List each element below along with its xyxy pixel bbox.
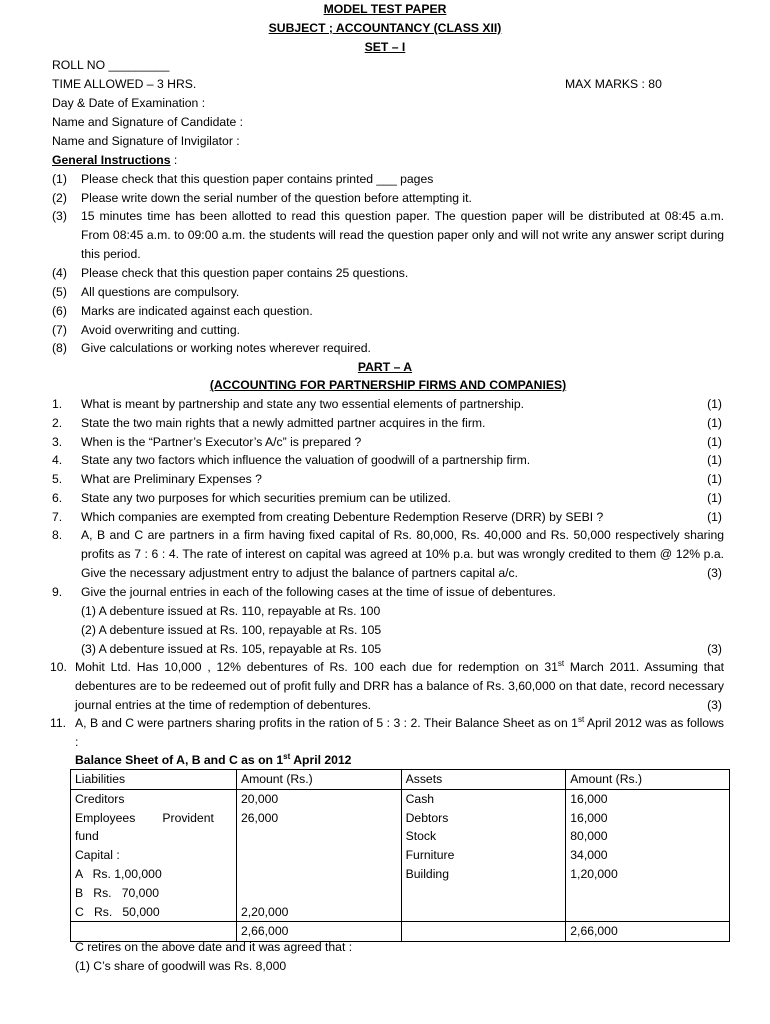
question-item — [52, 470, 724, 489]
question-text: State the two main rights that a newly admitted partner acquires in the firm. — [81, 416, 486, 430]
instruction-number: (3) — [52, 209, 67, 223]
question-text: Give the journal entries in each of the following cases at the time of issue of debentures. — [81, 585, 556, 599]
question-subpart: (2) A debenture issued at Rs. 100, repayable at Rs. 105 — [81, 623, 382, 637]
cell: Capital : — [71, 846, 237, 865]
question-text: What is meant by partnership and state any two essential elements of partnership. — [81, 397, 525, 411]
cell: 80,000 — [566, 827, 730, 846]
question-marks: (3) — [707, 566, 722, 580]
retirement-note: C retires on the above date and it was agreed that : — [75, 940, 353, 954]
caption-text: April 2012 — [290, 753, 352, 767]
cell — [236, 865, 401, 884]
question-number: 3. — [52, 435, 63, 449]
header-cell: Assets — [401, 770, 566, 790]
instruction-text: 15 minutes time has been allotted to read this question paper. The question paper will be distributed at 08:45 a.m. From 08:45 a.m. to 09:00 a.m. the students will read the question paper only and will not write any answer script during this period. — [81, 209, 724, 261]
instruction-text: All questions are compulsory. — [81, 285, 240, 299]
question-text: Which companies are exempted from creating Debenture Redemption Reserve (DRR) by SEBI ? — [81, 510, 604, 524]
cell — [236, 884, 401, 903]
question-marks: (1) — [707, 510, 722, 524]
question-text: What are Preliminary Expenses ? — [81, 472, 262, 486]
instruction-text: Please check that this question paper contains 25 questions. — [81, 266, 409, 280]
header-cell: Amount (Rs.) — [236, 770, 401, 790]
balance-sheet-caption — [75, 751, 351, 770]
instructions-heading-text: General Instructions — [52, 153, 171, 167]
candidate-signature: Name and Signature of Candidate : — [52, 115, 244, 129]
set-heading: SET – I — [364, 40, 406, 54]
cell — [401, 884, 566, 903]
cell — [401, 903, 566, 922]
instruction-text: Avoid overwriting and cutting. — [81, 323, 240, 337]
instruction-item — [52, 302, 724, 321]
cell — [236, 827, 401, 846]
instruction-item — [52, 189, 724, 208]
cell: Furniture — [401, 846, 566, 865]
question-number: 5. — [52, 472, 63, 486]
instruction-text: Please check that this question paper contains printed ___ pages — [81, 172, 434, 186]
instruction-item — [52, 170, 724, 189]
question-item — [52, 433, 724, 452]
cell: 34,000 — [566, 846, 730, 865]
question-item — [52, 526, 724, 583]
question-text: A, B and C are partners in a firm having fixed capital of Rs. 80,000, Rs. 40,000 and Rs. 50,000 respectively sharing profits as 7 : 6 : 4. The rate of interest on capital was agreed at 10% p.a. but was wrongly credited to them @ 12% p.a. Give the necessary adjustment entry to adjust the balance of partners capital a/c. — [81, 528, 724, 580]
question-marks: (1) — [707, 397, 722, 411]
instruction-item — [52, 283, 724, 302]
table-row — [71, 827, 730, 846]
question-marks: (3) — [707, 698, 722, 712]
cell — [566, 884, 730, 903]
question-item — [52, 583, 724, 659]
question-text — [75, 658, 724, 714]
instruction-item — [52, 321, 724, 340]
question-number: 1. — [52, 397, 63, 411]
question-text: When is the “Partner’s Executor’s A/c” is prepared ? — [81, 435, 362, 449]
paper-title: MODEL TEST PAPER — [323, 2, 447, 16]
cell: Cash — [401, 789, 566, 808]
question-item — [52, 714, 724, 752]
question-marks: (1) — [707, 491, 722, 505]
table-row — [71, 846, 730, 865]
part-title: PART – A — [357, 360, 413, 374]
question-number: 2. — [52, 416, 63, 430]
ordinal-suffix: st — [557, 658, 565, 668]
instruction-text: Please write down the serial number of the question before attempting it. — [81, 191, 472, 205]
instruction-number: (1) — [52, 172, 67, 186]
instructions-heading-colon: : — [170, 153, 178, 167]
question-item — [52, 395, 724, 414]
instruction-number: (7) — [52, 323, 67, 337]
instruction-number: (6) — [52, 304, 67, 318]
cell: Building — [401, 865, 566, 884]
time-allowed: TIME ALLOWED – 3 HRS. — [52, 77, 197, 91]
instruction-item — [52, 264, 724, 283]
question-subpart: (1) A debenture issued at Rs. 110, repayable at Rs. 100 — [81, 604, 381, 618]
instruction-item — [52, 339, 724, 358]
exam-date: Day & Date of Examination : — [52, 96, 206, 110]
table-header-row — [71, 770, 730, 790]
cell: 16,000 — [566, 789, 730, 808]
question-marks: (3) — [707, 642, 722, 656]
question-number: 10. — [50, 660, 67, 674]
cell: Stock — [401, 827, 566, 846]
question-text-part: April 2012 was as follows : — [75, 716, 724, 749]
total-assets: 2,66,000 — [566, 922, 730, 942]
instruction-item — [52, 207, 724, 264]
part-subtitle: (ACCOUNTING FOR PARTNERSHIP FIRMS AND COMPANIES) — [209, 378, 567, 392]
cell: Debtors — [401, 809, 566, 828]
instruction-number: (2) — [52, 191, 67, 205]
instructions-heading — [52, 151, 177, 170]
question-subpart: (3) A debenture issued at Rs. 105, repayable at Rs. 105 — [81, 642, 382, 656]
cell: Creditors — [71, 789, 237, 808]
cell: 20,000 — [236, 789, 401, 808]
question-number: 6. — [52, 491, 63, 505]
question-marks: (1) — [707, 453, 722, 467]
question-item — [52, 489, 724, 508]
table-row — [71, 865, 730, 884]
cell — [401, 922, 566, 942]
cell: C Rs. 50,000 — [71, 903, 237, 922]
max-marks: MAX MARKS : 80 — [565, 77, 662, 91]
header-cell: Liabilities — [71, 770, 237, 790]
question-number: 11. — [50, 716, 67, 730]
table-row — [71, 809, 730, 828]
question-item — [52, 414, 724, 433]
cell: 16,000 — [566, 809, 730, 828]
retirement-condition: (1) C’s share of goodwill was Rs. 8,000 — [75, 959, 287, 973]
question-item — [52, 508, 724, 527]
cell: 1,20,000 — [566, 865, 730, 884]
ordinal-suffix: st — [577, 714, 585, 724]
instruction-number: (5) — [52, 285, 67, 299]
question-item — [52, 451, 724, 470]
question-text: State any two factors which influence the valuation of goodwill of a partnership firm. — [81, 453, 531, 467]
roll-no: ROLL NO _________ — [52, 58, 170, 72]
cell: 2,20,000 — [236, 903, 401, 922]
cell — [236, 846, 401, 865]
cell — [566, 903, 730, 922]
table-row — [71, 789, 730, 808]
instruction-text: Give calculations or working notes wherever required. — [81, 341, 371, 355]
question-marks: (1) — [707, 435, 722, 449]
instruction-number: (8) — [52, 341, 67, 355]
question-text-part: Mohit Ltd. Has 10,000 , 12% debentures of Rs. 100 each due for redemption on 31 — [75, 660, 558, 674]
question-text-part: A, B and C were partners sharing profits in the ration of 5 : 3 : 2. Their Balance Sheet as on 1 — [75, 716, 578, 730]
cell: Employees Provident — [71, 809, 237, 828]
question-text — [75, 714, 724, 752]
header-cell: Amount (Rs.) — [566, 770, 730, 790]
ordinal-suffix: st — [283, 751, 291, 761]
balance-sheet-table — [70, 769, 730, 942]
table-row — [71, 903, 730, 922]
question-text: State any two purposes for which securities premium can be utilized. — [81, 491, 451, 505]
cell: B Rs. 70,000 — [71, 884, 237, 903]
table-row — [71, 884, 730, 903]
question-item — [52, 658, 724, 715]
cell: fund — [71, 827, 237, 846]
question-marks: (1) — [707, 416, 722, 430]
question-number: 4. — [52, 453, 63, 467]
total-liabilities: 2,66,000 — [236, 922, 401, 942]
question-number: 9. — [52, 585, 63, 599]
question-number: 8. — [52, 528, 63, 542]
instruction-number: (4) — [52, 266, 67, 280]
invigilator-signature: Name and Signature of Invigilator : — [52, 134, 240, 148]
subject-heading: SUBJECT ; ACCOUNTANCY (CLASS XII) — [268, 21, 502, 35]
caption-text: Balance Sheet of A, B and C as on 1 — [75, 753, 284, 767]
instruction-text: Marks are indicated against each question. — [81, 304, 313, 318]
question-text-part: March 2011. Assuming that debentures are to be redeemed out of profit fully and DRR has a balance of Rs. 3,60,000 on that date, record necessary journal entries at the time of redemption of debentures. — [75, 660, 724, 712]
question-marks: (1) — [707, 472, 722, 486]
cell: A Rs. 1,00,000 — [71, 865, 237, 884]
question-number: 7. — [52, 510, 63, 524]
cell: 26,000 — [236, 809, 401, 828]
